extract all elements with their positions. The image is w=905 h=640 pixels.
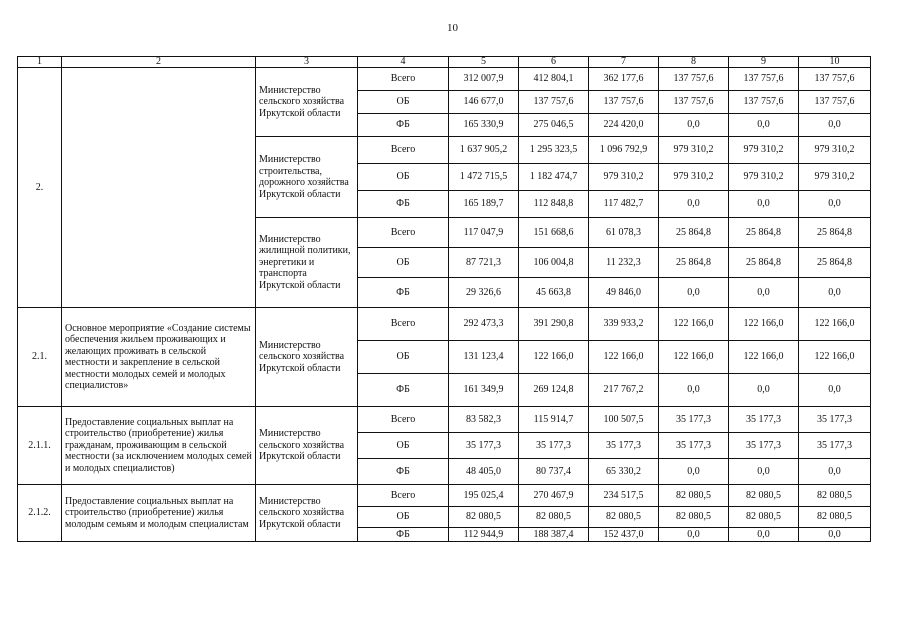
- value-cell: 131 123,4: [449, 341, 519, 374]
- value-cell: 35 177,3: [519, 433, 589, 459]
- value-cell: 82 080,5: [589, 507, 659, 528]
- value-cell: 25 864,8: [659, 248, 729, 278]
- header-cell: 8: [659, 57, 729, 68]
- value-cell: 65 330,2: [589, 459, 659, 485]
- value-cell: 339 933,2: [589, 308, 659, 341]
- value-cell: 122 166,0: [799, 341, 871, 374]
- value-cell: 979 310,2: [799, 137, 871, 164]
- value-cell: 234 517,5: [589, 485, 659, 507]
- executor-cell: Министерство сельского хозяйства Иркутской области: [256, 407, 358, 485]
- value-cell: 0,0: [659, 528, 729, 542]
- value-cell: 11 232,3: [589, 248, 659, 278]
- source-cell: ОБ: [358, 164, 449, 191]
- table-row: [18, 68, 871, 91]
- source-cell: ФБ: [358, 191, 449, 218]
- header-cell: 4: [358, 57, 449, 68]
- value-cell: 275 046,5: [519, 114, 589, 137]
- value-cell: 217 767,2: [589, 374, 659, 407]
- value-cell: 0,0: [799, 191, 871, 218]
- header-cell: 1: [18, 57, 62, 68]
- value-cell: 137 757,6: [799, 91, 871, 114]
- value-cell: 25 864,8: [659, 218, 729, 248]
- value-cell: 137 757,6: [519, 91, 589, 114]
- executor-cell: Министерство строительства, дорожного хозяйства Иркутской области: [256, 137, 358, 218]
- value-cell: 122 166,0: [519, 341, 589, 374]
- value-cell: 1 472 715,5: [449, 164, 519, 191]
- source-cell: ОБ: [358, 433, 449, 459]
- value-cell: 29 326,6: [449, 278, 519, 308]
- source-cell: ОБ: [358, 507, 449, 528]
- value-cell: 146 677,0: [449, 91, 519, 114]
- value-cell: 35 177,3: [729, 433, 799, 459]
- value-cell: 83 582,3: [449, 407, 519, 433]
- value-cell: 82 080,5: [659, 507, 729, 528]
- value-cell: 979 310,2: [799, 164, 871, 191]
- value-cell: 115 914,7: [519, 407, 589, 433]
- value-cell: 45 663,8: [519, 278, 589, 308]
- value-cell: 224 420,0: [589, 114, 659, 137]
- value-cell: 82 080,5: [799, 485, 871, 507]
- value-cell: 35 177,3: [589, 433, 659, 459]
- value-cell: 49 846,0: [589, 278, 659, 308]
- value-cell: 195 025,4: [449, 485, 519, 507]
- value-cell: 312 007,9: [449, 68, 519, 91]
- value-cell: 137 757,6: [659, 91, 729, 114]
- header-cell: 7: [589, 57, 659, 68]
- value-cell: 979 310,2: [729, 137, 799, 164]
- value-cell: 61 078,3: [589, 218, 659, 248]
- value-cell: 35 177,3: [659, 407, 729, 433]
- value-cell: 25 864,8: [799, 248, 871, 278]
- header-cell: 10: [799, 57, 871, 68]
- value-cell: 122 166,0: [589, 341, 659, 374]
- value-cell: 112 848,8: [519, 191, 589, 218]
- source-cell: Всего: [358, 218, 449, 248]
- source-cell: Всего: [358, 137, 449, 164]
- value-cell: 25 864,8: [729, 248, 799, 278]
- value-cell: 112 944,9: [449, 528, 519, 542]
- value-cell: 270 467,9: [519, 485, 589, 507]
- value-cell: 25 864,8: [799, 218, 871, 248]
- executor-cell: Министерство сельского хозяйства Иркутской области: [256, 485, 358, 542]
- value-cell: 0,0: [729, 459, 799, 485]
- value-cell: 269 124,8: [519, 374, 589, 407]
- value-cell: 35 177,3: [729, 407, 799, 433]
- budget-table: [17, 56, 871, 542]
- source-cell: ОБ: [358, 248, 449, 278]
- value-cell: 106 004,8: [519, 248, 589, 278]
- value-cell: 391 290,8: [519, 308, 589, 341]
- value-cell: 0,0: [729, 374, 799, 407]
- value-cell: 117 482,7: [589, 191, 659, 218]
- source-cell: Всего: [358, 407, 449, 433]
- value-cell: 137 757,6: [729, 68, 799, 91]
- value-cell: 25 864,8: [729, 218, 799, 248]
- value-cell: 362 177,6: [589, 68, 659, 91]
- value-cell: 0,0: [799, 114, 871, 137]
- source-cell: ОБ: [358, 341, 449, 374]
- value-cell: 0,0: [799, 459, 871, 485]
- value-cell: 0,0: [799, 278, 871, 308]
- value-cell: 979 310,2: [729, 164, 799, 191]
- value-cell: 82 080,5: [519, 507, 589, 528]
- row-number: 2.1.2.: [18, 485, 62, 542]
- value-cell: 137 757,6: [659, 68, 729, 91]
- header-cell: 3: [256, 57, 358, 68]
- value-cell: 137 757,6: [799, 68, 871, 91]
- value-cell: 82 080,5: [799, 507, 871, 528]
- source-cell: ФБ: [358, 459, 449, 485]
- header-row: [18, 57, 871, 68]
- value-cell: 35 177,3: [799, 407, 871, 433]
- source-cell: ФБ: [358, 278, 449, 308]
- value-cell: 188 387,4: [519, 528, 589, 542]
- source-cell: Всего: [358, 68, 449, 91]
- value-cell: 1 182 474,7: [519, 164, 589, 191]
- value-cell: 161 349,9: [449, 374, 519, 407]
- table-row: [18, 308, 871, 341]
- header-cell: 5: [449, 57, 519, 68]
- value-cell: 412 804,1: [519, 68, 589, 91]
- value-cell: 82 080,5: [449, 507, 519, 528]
- source-cell: ФБ: [358, 114, 449, 137]
- row-number: 2.: [18, 68, 62, 308]
- value-cell: 82 080,5: [729, 485, 799, 507]
- value-cell: 979 310,2: [659, 137, 729, 164]
- value-cell: 100 507,5: [589, 407, 659, 433]
- source-cell: ОБ: [358, 91, 449, 114]
- value-cell: 0,0: [799, 374, 871, 407]
- value-cell: 35 177,3: [659, 433, 729, 459]
- value-cell: 979 310,2: [659, 164, 729, 191]
- value-cell: 35 177,3: [449, 433, 519, 459]
- value-cell: 0,0: [729, 528, 799, 542]
- value-cell: 0,0: [729, 191, 799, 218]
- activity-name: Предоставление социальных выплат на строительство (приобретение) жилья молодым семьям и молодым специалистам: [62, 485, 256, 542]
- value-cell: 122 166,0: [729, 341, 799, 374]
- value-cell: 80 737,4: [519, 459, 589, 485]
- value-cell: 122 166,0: [799, 308, 871, 341]
- value-cell: 0,0: [659, 459, 729, 485]
- value-cell: 137 757,6: [589, 91, 659, 114]
- value-cell: 82 080,5: [729, 507, 799, 528]
- activity-name: Предоставление социальных выплат на строительство (приобретение) жилья гражданам, проживающим в сельской местности (за исключением молодых семей и молодых специалистов): [62, 407, 256, 485]
- value-cell: 122 166,0: [729, 308, 799, 341]
- value-cell: 292 473,3: [449, 308, 519, 341]
- table-row: [18, 485, 871, 507]
- value-cell: 152 437,0: [589, 528, 659, 542]
- value-cell: 35 177,3: [799, 433, 871, 459]
- executor-cell: Министерство жилищной политики, энергетики и транспорта Иркутской области: [256, 218, 358, 308]
- value-cell: 122 166,0: [659, 308, 729, 341]
- source-cell: ФБ: [358, 374, 449, 407]
- value-cell: 979 310,2: [589, 164, 659, 191]
- value-cell: 117 047,9: [449, 218, 519, 248]
- page-number: 10: [447, 22, 458, 34]
- row-number: 2.1.: [18, 308, 62, 407]
- header-cell: 6: [519, 57, 589, 68]
- value-cell: 0,0: [659, 114, 729, 137]
- executor-cell: Министерство сельского хозяйства Иркутской области: [256, 308, 358, 407]
- value-cell: 0,0: [659, 278, 729, 308]
- value-cell: 165 189,7: [449, 191, 519, 218]
- value-cell: 82 080,5: [659, 485, 729, 507]
- row-number: 2.1.1.: [18, 407, 62, 485]
- value-cell: 0,0: [729, 114, 799, 137]
- source-cell: Всего: [358, 308, 449, 341]
- value-cell: 0,0: [659, 374, 729, 407]
- header-cell: 2: [62, 57, 256, 68]
- source-cell: Всего: [358, 485, 449, 507]
- value-cell: 0,0: [729, 278, 799, 308]
- value-cell: 0,0: [659, 191, 729, 218]
- value-cell: 137 757,6: [729, 91, 799, 114]
- activity-name: [62, 68, 256, 308]
- value-cell: 165 330,9: [449, 114, 519, 137]
- header-cell: 9: [729, 57, 799, 68]
- value-cell: 87 721,3: [449, 248, 519, 278]
- value-cell: 1 096 792,9: [589, 137, 659, 164]
- value-cell: 122 166,0: [659, 341, 729, 374]
- value-cell: 1 295 323,5: [519, 137, 589, 164]
- source-cell: ФБ: [358, 528, 449, 542]
- value-cell: 0,0: [799, 528, 871, 542]
- value-cell: 48 405,0: [449, 459, 519, 485]
- value-cell: 1 637 905,2: [449, 137, 519, 164]
- value-cell: 151 668,6: [519, 218, 589, 248]
- activity-name: Основное мероприятие «Создание системы обеспечения жильем проживающих и желающих проживать в сельской местности и закрепление в сельской местности молодых семей и молодых специалистов»: [62, 308, 256, 407]
- executor-cell: Министерство сельского хозяйства Иркутской области: [256, 68, 358, 137]
- table-row: [18, 407, 871, 433]
